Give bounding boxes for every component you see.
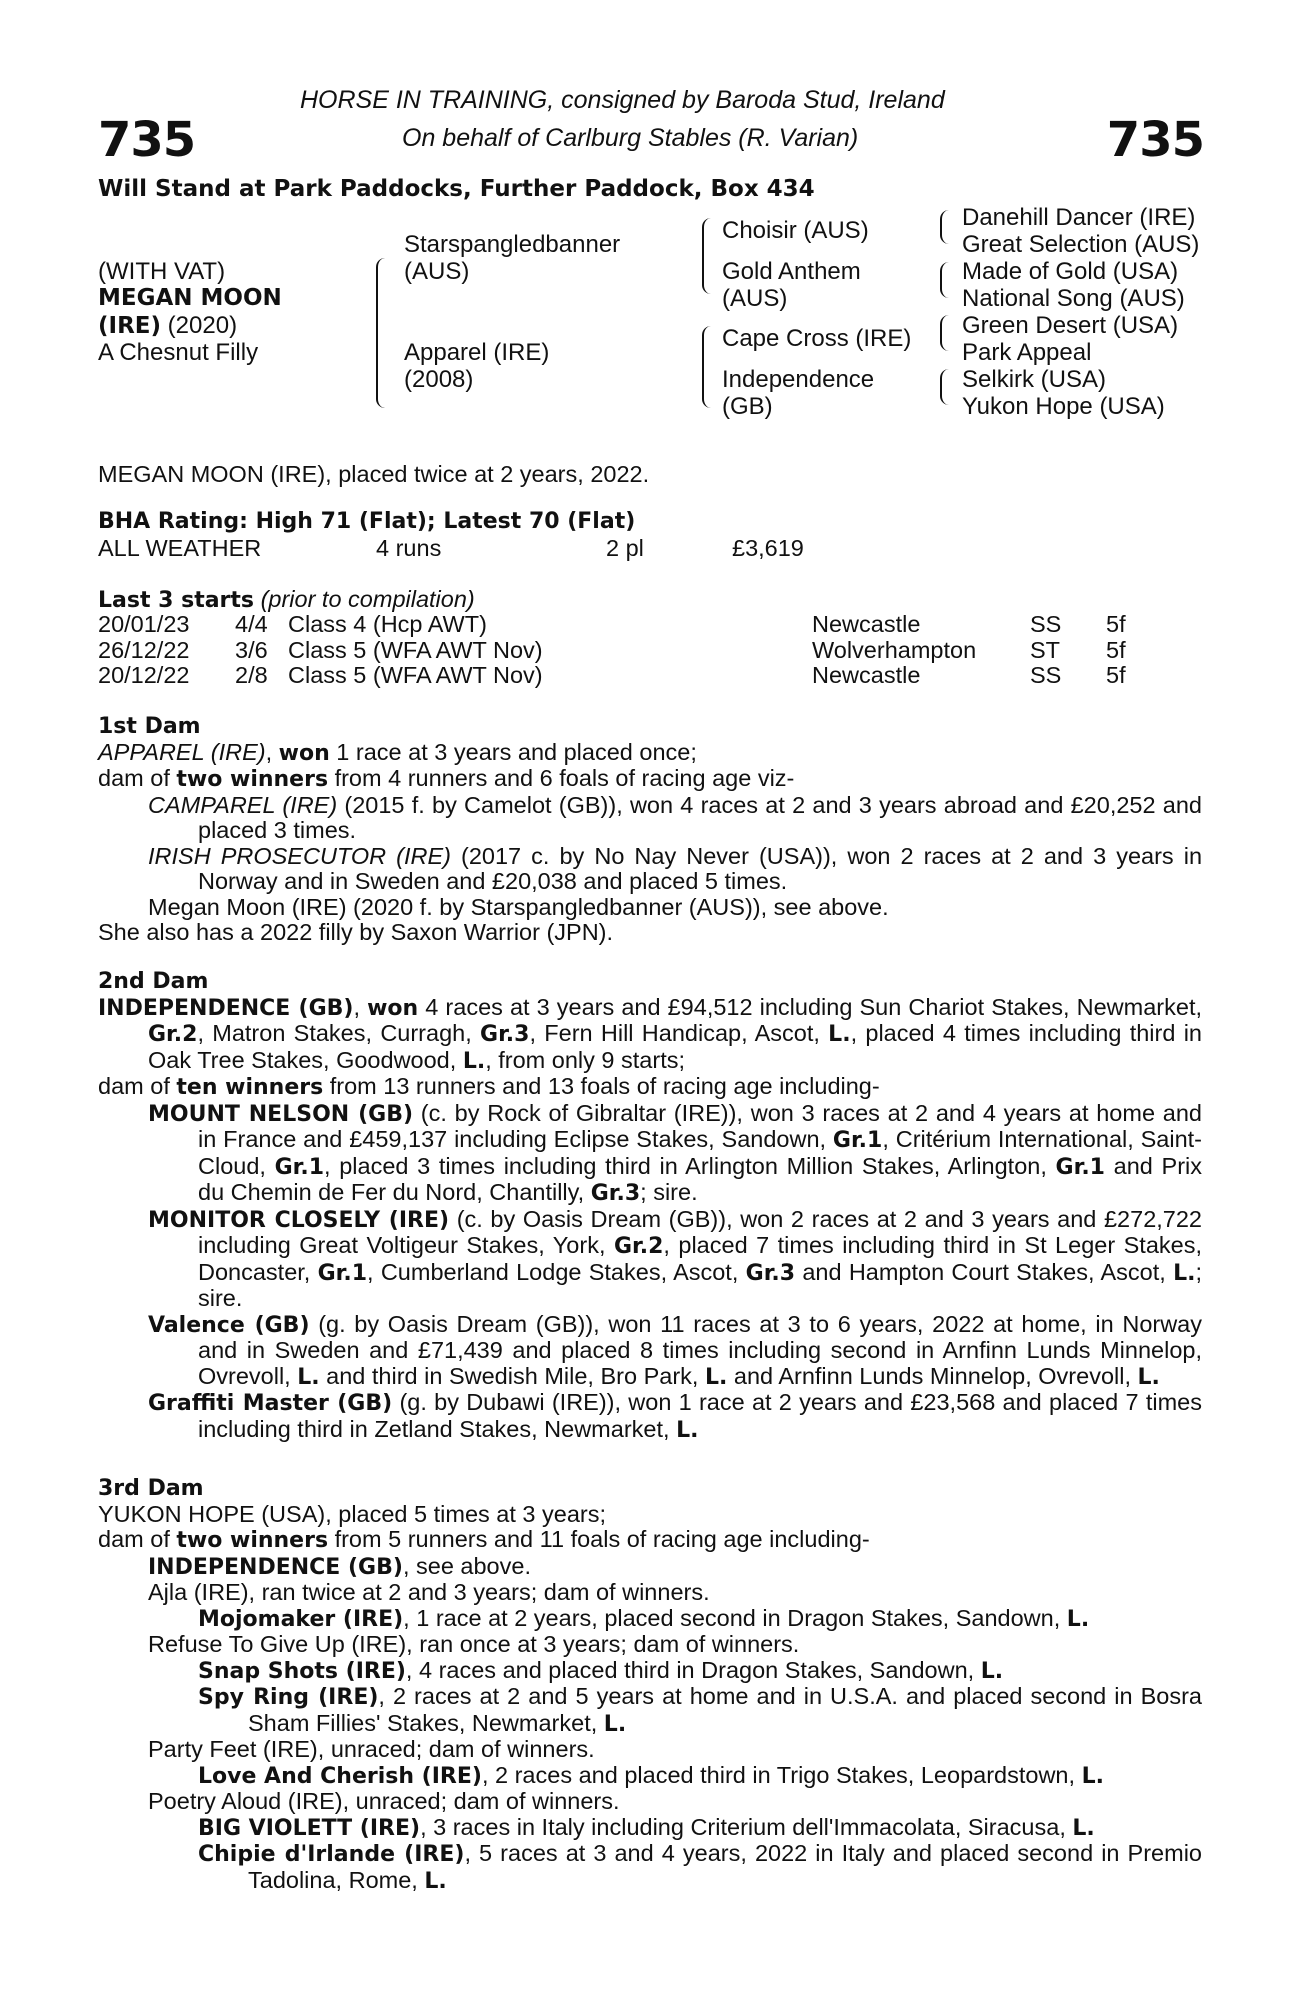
lot-number-right: 735 — [1106, 112, 1204, 168]
bha-rating: BHA Rating: High 71 (Flat); Latest 70 (Flat) — [98, 509, 636, 534]
rating-surface: ALL WEATHER — [98, 535, 262, 561]
yukon-hope-record: YUKON HOPE (USA), placed 5 times at 3 years; — [98, 1500, 607, 1527]
last-starts-table — [98, 612, 1202, 689]
progeny-mojomaker: Mojomaker (IRE), 1 race at 2 years, placed second in Dragon Stakes, Sandown, L. — [198, 1604, 1090, 1632]
consignor-line: HORSE IN TRAINING, consigned by Baroda Stud, Ireland — [300, 86, 945, 114]
first-dam-section — [98, 714, 1202, 946]
rating-placed: 2 pl — [606, 535, 644, 561]
sire-dam-origin: (AUS) — [722, 285, 788, 312]
first-dam-produce: dam of two winners from 4 runners and 6 foals of racing age viz- — [98, 765, 795, 792]
vat-note: (WITH VAT) — [98, 258, 226, 285]
rating-runs: 4 runs — [376, 535, 442, 561]
sire-name: Starspangledbanner — [404, 231, 621, 258]
rating-earnings: £3,619 — [732, 535, 804, 561]
pedigree-brace-dam — [702, 326, 714, 408]
third-dam-heading: 3rd Dam — [98, 1476, 204, 1501]
dam-name: Apparel (IRE) — [404, 339, 550, 366]
stand-location: Will Stand at Park Paddocks, Further Paddock, Box 434 — [98, 176, 815, 202]
start-row: 26/12/22 3/6 Class 5 (WFA AWT Nov) Wolverhampton ST 5f — [98, 636, 1126, 663]
pedigree-brace-sire — [702, 218, 714, 294]
independence-record: INDEPENDENCE (GB), won 4 races at 3 years and £94,512 including Sun Chariot Stakes, Newmarket, Gr.2, Matron Stakes, Curragh, Gr.3, Fern Hill Handicap, Ascot, L., placed 4 times including third in Oak Tree Stakes, Goodwood, L., from only 9 starts; — [98, 993, 1202, 1074]
progeny-valence: Valence (GB) (g. by Oasis Dream (GB)), won 11 races at 3 to 6 years, 2022 at home, in Norway and in Sweden and £71,439 and placed 8 times including second in Arnfinn Lunds Minnelop, Ovrevoll, L. and third in Swedish Mile, Bro Park, L. and Arnfinn Lunds Minnelop, Ovrevoll, L. — [148, 1310, 1202, 1390]
gen4-3: Made of Gold (USA) — [962, 258, 1179, 285]
horse-name-suffix: (IRE) (2020) — [98, 312, 238, 339]
dam-dam: Independence — [722, 366, 875, 393]
racing-summary: MEGAN MOON (IRE), placed twice at 2 years, 2022. — [98, 461, 650, 487]
dam-dam-origin: (GB) — [722, 393, 773, 420]
progeny-independence: INDEPENDENCE (GB), see above. — [148, 1552, 531, 1580]
behalf-line: On behalf of Carlburg Stables (R. Varian) — [402, 124, 859, 152]
sire-sire: Choisir (AUS) — [722, 217, 869, 244]
progeny-monitor-closely: MONITOR CLOSELY (IRE) (c. by Oasis Dream (GB)), won 2 races at 2 and 3 years and £272,722 including Great Voltigeur Stakes, York, Gr.2, placed 7 times including third in St Leger Stakes, Doncaster, Gr.1, Cumberland Lodge Stakes, Ascot, Gr.3 and Hampton Court Stakes, Ascot, L.; sire. — [148, 1205, 1203, 1311]
progeny-chipie-dirlande: Chipie d'Irlande (IRE), 5 races at 3 and 4 years, 2022 in Italy and placed second in Premio Tadolina, Rome, L. — [198, 1840, 1202, 1894]
last-starts-heading: Last 3 starts (prior to compilation) — [98, 586, 475, 613]
gen4-7: Selkirk (USA) — [962, 366, 1107, 393]
progeny-refuse-to-give-up: Refuse To Give Up (IRE), ran once at 3 years; dam of winners. — [148, 1631, 800, 1657]
second-dam-section — [98, 969, 1202, 1443]
second-dam-heading: 2nd Dam — [98, 969, 209, 994]
progeny-irish-prosecutor: IRISH PROSECUTOR (IRE) (2017 c. by No Nay Never (USA)), won 2 races at 2 and 3 years in Norway and in Sweden and £20,038 and placed 5 times. — [148, 842, 1203, 894]
horse-name: MEGAN MOON — [98, 285, 282, 311]
third-dam-produce: dam of two winners from 5 runners and 11 foals of racing age including- — [98, 1526, 870, 1553]
first-dam-heading: 1st Dam — [98, 714, 201, 739]
progeny-party-feet: Party Feet (IRE), unraced; dam of winners. — [148, 1736, 595, 1762]
gen4-2: Great Selection (AUS) — [962, 231, 1200, 258]
gen4-6: Park Appeal — [962, 339, 1092, 366]
progeny-camparel: CAMPAREL (IRE) (2015 f. by Camelot (GB)), won 4 races at 2 and 3 years abroad and £20,252 and placed 3 times. — [148, 791, 1202, 843]
start-row: 20/01/23 4/4 Class 4 (Hcp AWT) Newcastle SS 5f — [98, 611, 1126, 637]
pedigree-brace-main — [376, 258, 388, 408]
progeny-big-violett: BIG VIOLETT (IRE), 3 races in Italy including Criterium dell'Immacolata, Siracusa, L. — [198, 1813, 1095, 1841]
sire-origin: (AUS) — [404, 258, 470, 285]
horse-description: A Chesnut Filly — [98, 339, 259, 366]
gen4-1: Danehill Dancer (IRE) — [962, 204, 1196, 231]
progeny-graffiti-master: Graffiti Master (GB) (g. by Dubawi (IRE)), won 1 race at 2 years and £23,568 and placed 7 times including third in Zetland Stakes, Newmarket, L. — [148, 1389, 1202, 1443]
pedigree-brace-g4-2 — [940, 262, 950, 298]
progeny-2022-filly: She also has a 2022 filly by Saxon Warrior (JPN). — [98, 919, 614, 945]
sire-dam: Gold Anthem — [722, 258, 861, 285]
progeny-snap-shots: Snap Shots (IRE), 4 races and placed third in Dragon Stakes, Sandown, L. — [198, 1656, 1004, 1684]
lot-number-left: 735 — [98, 112, 196, 168]
dam-sire: Cape Cross (IRE) — [722, 325, 912, 352]
progeny-love-and-cherish: Love And Cherish (IRE), 2 races and placed third in Trigo Stakes, Leopardstown, L. — [198, 1761, 1104, 1789]
progeny-ajla: Ajla (IRE), ran twice at 2 and 3 years; dam of winners. — [148, 1579, 710, 1605]
dam-year: (2008) — [404, 366, 474, 393]
start-row: 20/12/22 2/8 Class 5 (WFA AWT Nov) Newcastle SS 5f — [98, 662, 1126, 688]
progeny-spy-ring: Spy Ring (IRE), 2 races at 2 and 5 years at home and in U.S.A. and placed second in Bosra Sham Fillies' Stakes, Newmarket, L. — [198, 1683, 1202, 1737]
progeny-mount-nelson: MOUNT NELSON (GB) (c. by Rock of Gibraltar (IRE)), won 3 races at 2 and 4 years at home and in France and £459,137 including Eclipse Stakes, Sandown, Gr.1, Critérium International, Saint-Cloud, Gr.1, placed 3 times including third in Arlington Million Stakes, Arlington, Gr.1 and Prix du Chemin de Fer du Nord, Chantilly, Gr.3; sire. — [148, 1099, 1203, 1206]
first-dam-line: APPAREL (IRE), won 1 race at 3 years and placed once; — [98, 738, 697, 766]
pedigree-brace-g4-4 — [940, 369, 950, 405]
gen4-4: National Song (AUS) — [962, 285, 1185, 312]
progeny-megan-moon: Megan Moon (IRE) (2020 f. by Starspangledbanner (AUS)), see above. — [148, 893, 889, 920]
third-dam-section — [98, 1476, 1202, 1894]
pedigree-brace-g4-1 — [940, 210, 950, 244]
gen4-5: Green Desert (USA) — [962, 312, 1179, 339]
gen4-8: Yukon Hope (USA) — [962, 393, 1165, 420]
progeny-poetry-aloud: Poetry Aloud (IRE), unraced; dam of winners. — [148, 1788, 620, 1814]
second-dam-produce: dam of ten winners from 13 runners and 13 foals of racing age including- — [98, 1073, 880, 1100]
pedigree-brace-g4-3 — [940, 315, 950, 351]
